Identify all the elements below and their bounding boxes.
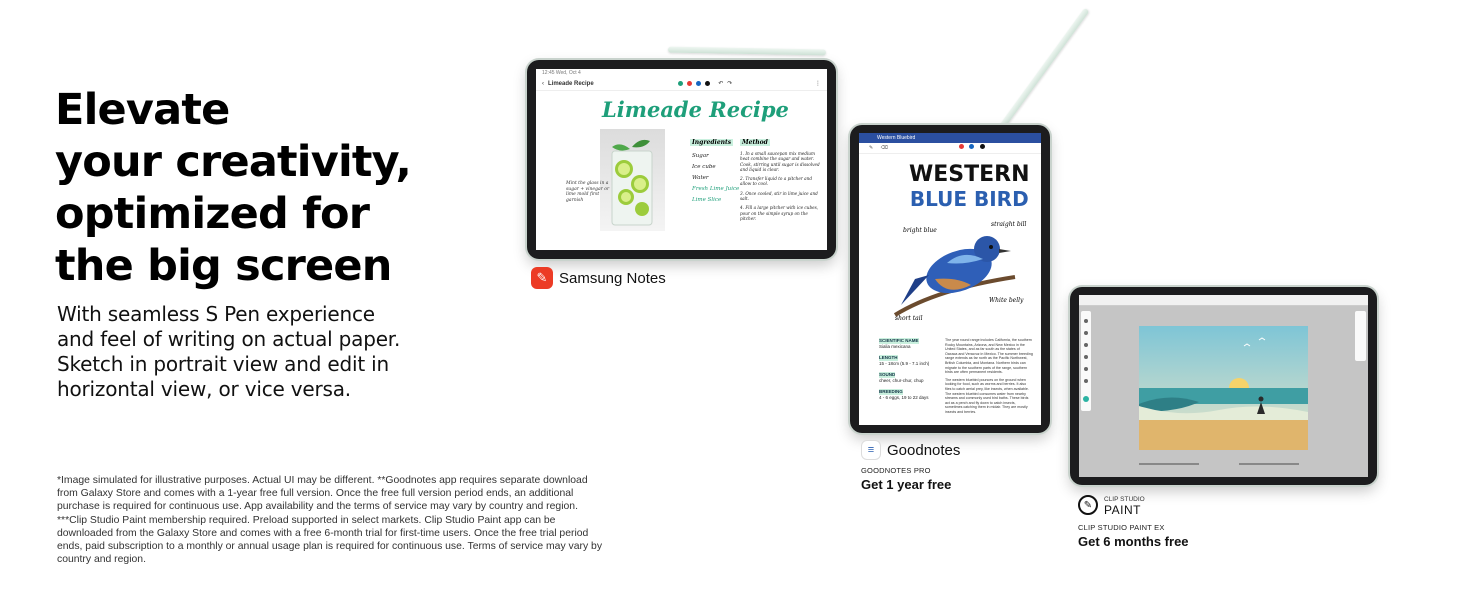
clip-right-panel xyxy=(1355,311,1366,361)
label-white-belly: White belly xyxy=(989,297,1024,304)
color-red-icon[interactable] xyxy=(687,81,692,86)
headline-line-4: the big screen xyxy=(55,241,392,291)
description-paragraph: The year round range includes California, the southern Rocky Mountains, Arizona, and New Mexico in the United States, and as far south as the states of Oaxaca and Veracruz in Mexico. The summer breeding range extends as far north as the Pacific Northwest, British Columbia, and Montana. Northern birds can migrate to the southern parts of the range, southern birds are often permanent residents. xyxy=(945,338,1033,375)
color-red-icon[interactable] xyxy=(959,144,964,149)
method-step: 3. Once cooled, stir in lime juice and salt. xyxy=(740,190,818,202)
fact-value: Sialia mexicana xyxy=(879,343,911,349)
clip-opacity-slider[interactable] xyxy=(1239,463,1299,465)
status-bar: 12:45 Wed, Oct 4 xyxy=(542,70,581,76)
fact-heading: BREEDING xyxy=(879,389,903,394)
color-black-icon[interactable] xyxy=(980,144,985,149)
ingredients-heading: Ingredients xyxy=(692,139,732,146)
headline xyxy=(55,84,475,292)
fact-heading: SCIENTIFIC NAME xyxy=(879,338,919,343)
bird-title xyxy=(909,163,1030,211)
goodnotes-toolbar xyxy=(859,143,1041,154)
method-step: 4. Fill a large pitcher with ice cubes, pour on the simple syrup on the pitcher. xyxy=(740,205,819,221)
note-heading: Limeade Recipe xyxy=(602,97,789,122)
fact-heading: SOUND xyxy=(879,372,896,377)
samsung-notes-label xyxy=(531,267,666,289)
clip-topbar xyxy=(1079,295,1368,306)
clip-left-toolbar xyxy=(1081,311,1091,411)
tablet-clip-studio xyxy=(1070,287,1377,485)
doc-title: Limeade Recipe xyxy=(548,80,594,87)
goodnotes-offer-caption: GOODNOTES PRO xyxy=(861,466,931,475)
label-straight-bill: straight bill xyxy=(991,221,1027,228)
clip-studio-offer-caption: CLIP STUDIO PAINT EX xyxy=(1078,523,1165,532)
color-blue-icon[interactable] xyxy=(969,144,974,149)
ingredient-item: Fresh Lime Juice xyxy=(692,186,740,192)
clip-studio-app-icon: ✎ xyxy=(1078,495,1098,515)
goodnotes-offer: Get 1 year free xyxy=(861,477,952,492)
clip-studio-label xyxy=(1078,495,1145,515)
disclaimer: *Image simulated for illustrative purposes. Actual UI may be different. **Goodnotes app requires separate download from Galaxy Store and comes with a 1-year free full version. Once the free full version period ends, an additional purchase is required for continuous use. App availability and the terms of service may vary by country and region. ***Clip Studio Paint membership required. Preload supported in select markets. Clip Studio Paint app can be downloaded from the Galaxy Store and comes with a free 6-month trial for first-time users. Once the free trial period ends, paid subscription to a monthly or annual usage plan is required for continuous use. Terms of service may vary by country and region. xyxy=(57,475,603,566)
ingredient-item: Sugar xyxy=(692,153,709,159)
clip-studio-logo-small: CLIP STUDIO xyxy=(1104,496,1145,503)
method-step: 1. In a small saucepan mix medium heat combine the sugar and water. Cook, stirring until sugar is dissolved and liquid is clear. xyxy=(740,151,820,172)
goodnotes-screen xyxy=(859,133,1041,425)
ingredient-item: Ice cube xyxy=(692,164,716,170)
color-blue-icon[interactable] xyxy=(696,81,701,86)
s-pen-top xyxy=(668,47,826,56)
samsung-notes-app-icon: ✎ xyxy=(531,267,553,289)
eraser-tool-icon[interactable]: ⌫ xyxy=(880,145,888,151)
headline-line-3: optimized for xyxy=(55,189,370,239)
ingredients-list xyxy=(692,151,739,206)
goodnotes-topbar xyxy=(859,133,1041,143)
undo-icon[interactable]: ↶ xyxy=(718,81,724,87)
color-black-icon[interactable] xyxy=(705,81,710,86)
side-note: Mint the glass in a sugar + vinegar or lime mold first garnish xyxy=(566,181,610,203)
color-green-icon[interactable] xyxy=(678,81,683,86)
fact-value: 15 - 18cm (5.9 - 7.1 inch) xyxy=(879,360,930,366)
bird-title-line-1: WESTERN xyxy=(909,162,1030,187)
goodnotes-label xyxy=(861,440,960,460)
tablet-samsung-notes xyxy=(527,60,836,259)
clip-brush-size-slider[interactable] xyxy=(1139,463,1199,465)
back-icon[interactable]: ‹ xyxy=(542,80,544,87)
clip-studio-logo-large: PAINT xyxy=(1104,503,1141,517)
clip-studio-screen xyxy=(1079,295,1368,477)
bird-title-line-2: BLUE BIRD xyxy=(909,187,1029,211)
bird-facts xyxy=(879,338,937,400)
tablet-goodnotes xyxy=(850,125,1050,433)
samsung-notes-app-name: Samsung Notes xyxy=(559,269,666,287)
pen-tool-icon[interactable]: ✎ xyxy=(869,145,874,151)
method-step: 2. Transfer liquid to a pitcher and allow to cool. xyxy=(740,176,813,187)
method-heading: Method xyxy=(742,139,768,146)
ingredient-item: Water xyxy=(692,175,709,181)
goodnotes-doc-title: Western Bluebird xyxy=(877,135,916,141)
more-icon[interactable]: ⋮ xyxy=(815,81,821,87)
samsung-notes-screen xyxy=(536,69,827,250)
fact-heading: LENGTH xyxy=(879,355,898,360)
label-bright-blue: bright blue xyxy=(903,227,937,234)
fact-value: cheer, chur-chur, chup xyxy=(879,377,924,383)
beach-artwork-canvas[interactable] xyxy=(1139,326,1308,450)
clip-studio-logo xyxy=(1104,495,1145,515)
redo-icon[interactable]: ↷ xyxy=(727,81,733,87)
clip-studio-offer: Get 6 months free xyxy=(1078,534,1189,549)
goodnotes-app-icon: ≡ xyxy=(861,440,881,460)
headline-line-1: Elevate xyxy=(55,85,230,135)
description-paragraph: The western bluebird pounces on the ground when looking for food, such as worms and berries. It also flies to catch aerial prey, like insects, when available. The western bluebird consumes water from nearby streams and commonly used bird baths. These birds act as a perch and fly down to catch insects, sometimes catching them in midair. They are mostly insects and berries. xyxy=(945,377,1029,414)
fact-value: 4 - 6 eggs, 19 to 22 days xyxy=(879,394,929,400)
label-short-tail: short tail xyxy=(895,315,923,322)
bluebird-illustration xyxy=(887,219,1027,329)
method-list xyxy=(740,151,820,221)
limeade-photo xyxy=(600,129,665,231)
notes-toolbar xyxy=(536,77,827,91)
bird-description xyxy=(945,338,1033,415)
headline-line-2: your creativity, xyxy=(55,137,412,187)
goodnotes-app-name: Goodnotes xyxy=(887,441,961,459)
ingredient-item: Lime Slice xyxy=(692,197,722,203)
subcopy: With seamless S Pen experience and feel of writing on actual paper. Sketch in portrait view and edit in horizontal view, or vice versa. xyxy=(57,302,401,401)
